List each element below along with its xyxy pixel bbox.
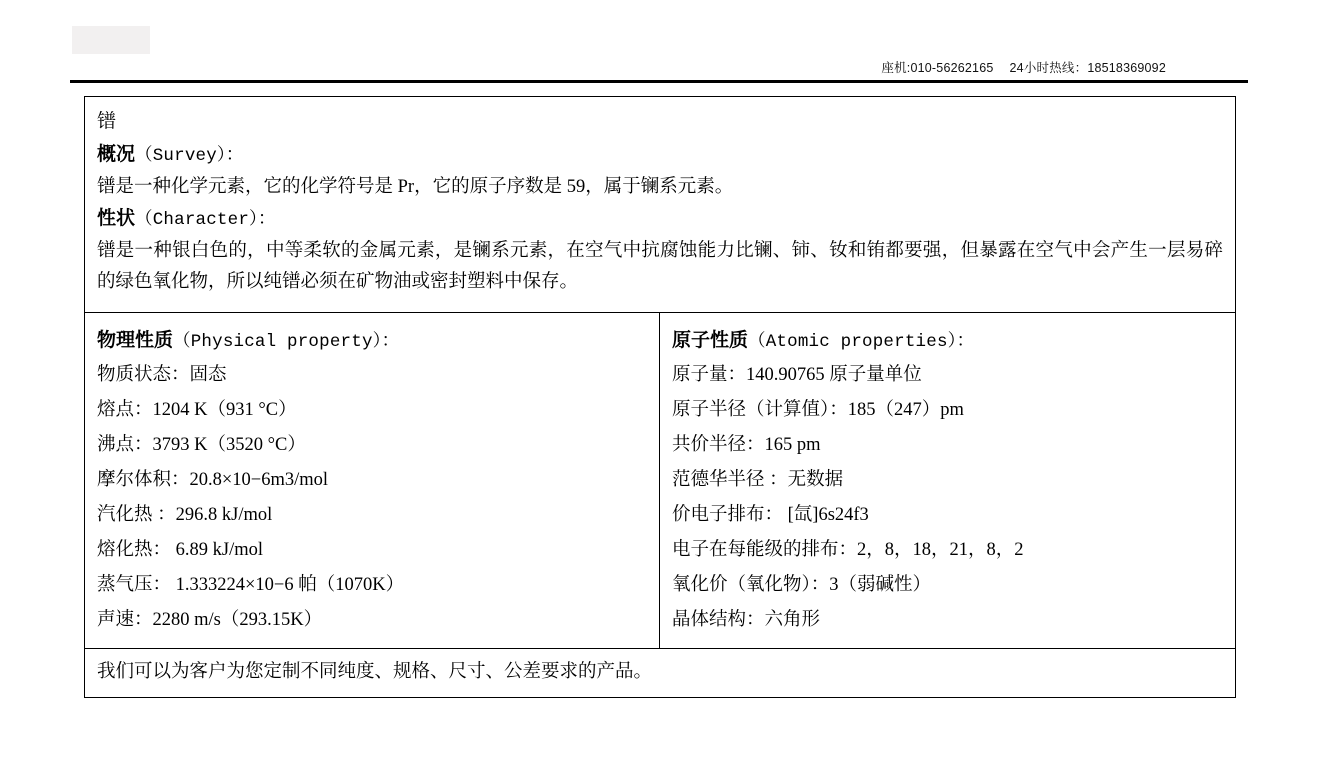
physical-item: 沸点：3793 K（3520 °C）: [97, 435, 306, 455]
footer-note-section: [85, 649, 1235, 697]
physical-item: 摩尔体积：20.8×10−6m3/mol: [97, 470, 329, 490]
character-heading-cn: 性状: [97, 208, 136, 229]
character-heading-en: （Character）：: [135, 210, 276, 230]
footer-note: 我们可以为客户为您定制不同纯度、规格、尺寸、公差要求的产品。: [97, 662, 653, 682]
physical-heading-cn: 物理性质: [97, 330, 174, 351]
atomic-item: 原子半径（计算值）：185（247）pm: [672, 400, 964, 420]
atomic-properties-column: [660, 313, 1235, 648]
atomic-item: 电子在每能级的排布：2，8，18，21，8，2: [672, 540, 1024, 560]
properties-section: [85, 313, 1235, 649]
character-text: 镨是一种银白色的，中等柔软的金属元素，是镧系元素，在空气中抗腐蚀能力比镧、铈、钕和铕都要强，但暴露在空气中会产生一层易碎的绿色氧化物，所以纯镨必须在矿物油或密封塑料中保存。: [97, 241, 1223, 292]
atomic-item: 共价半径：165 pm: [672, 435, 821, 455]
physical-item: 声速：2280 m/s（293.15K）: [97, 610, 323, 630]
atomic-heading: [672, 325, 1223, 358]
atomic-item: 晶体结构：六角形: [672, 610, 821, 630]
physical-heading-en: （Physical property）：: [173, 332, 400, 352]
atomic-item: 氧化价（氧化物）：3（弱碱性）: [672, 575, 932, 595]
physical-properties-column: [85, 313, 660, 648]
physical-item: 蒸气压： 1.333224×10−6 帕（1070K）: [97, 575, 405, 595]
header-contact-info: [881, 58, 1166, 76]
character-heading: [97, 203, 1223, 236]
survey-heading-en: （Survey）：: [135, 146, 244, 166]
header-divider: [70, 80, 1248, 83]
physical-item: 熔化热： 6.89 kJ/mol: [97, 540, 263, 560]
physical-item: 汽化热 ：296.8 kJ/mol: [97, 505, 273, 525]
atomic-heading-en: （Atomic properties）：: [748, 332, 975, 352]
element-title: 镨: [97, 111, 117, 132]
overview-section: [85, 97, 1235, 313]
physical-item: 物质状态：固态: [97, 365, 227, 385]
physical-item: 熔点：1204 K（931 °C）: [97, 400, 297, 420]
header-phone-label: 座机:010-56262165: [881, 61, 994, 75]
atomic-item: 范德华半径 ：无数据: [672, 470, 844, 490]
element-info-table: [84, 96, 1236, 698]
atomic-item: 价电子排布： [氙]6s24f3: [672, 505, 869, 525]
header-logo-placeholder: [72, 26, 150, 54]
physical-heading: [97, 325, 647, 358]
survey-text: 镨是一种化学元素，它的化学符号是 Pr，它的原子序数是 59，属于镧系元素。: [97, 177, 734, 197]
survey-heading-cn: 概况: [97, 144, 136, 165]
survey-heading: [97, 139, 1223, 172]
atomic-item: 原子量：140.90765 原子量单位: [672, 365, 922, 385]
atomic-heading-cn: 原子性质: [672, 330, 749, 351]
header-hotline-label: 24小时热线：18518369092: [1009, 61, 1166, 75]
